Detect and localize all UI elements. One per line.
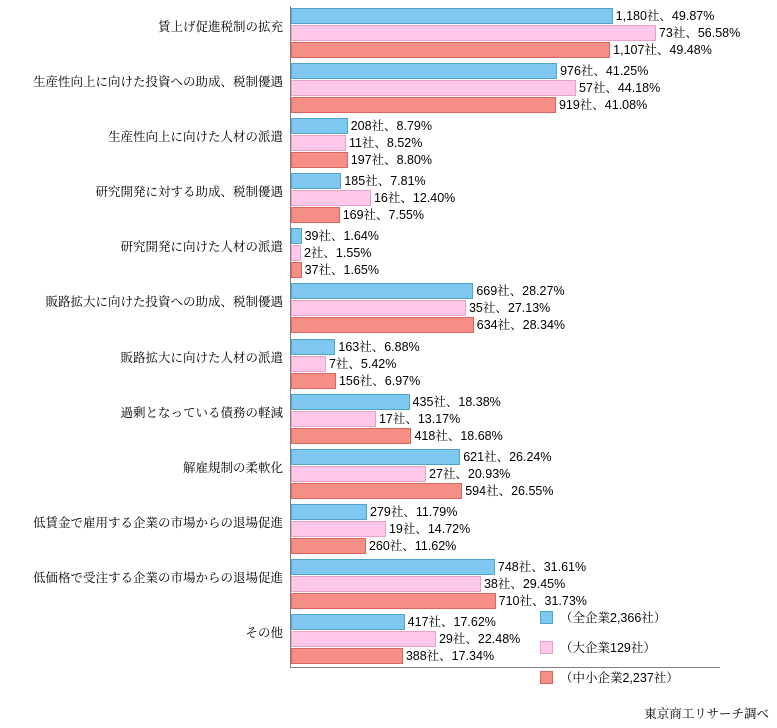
- bar-sme: [291, 483, 462, 499]
- category-group: [120, 394, 720, 445]
- bar-row: [291, 118, 720, 134]
- bar-value-label: 435社、18.38%: [412, 394, 501, 409]
- bar-all: [291, 283, 473, 299]
- bar-large: [291, 25, 656, 41]
- bar-row: [291, 245, 720, 261]
- category-label: 生産性向上に向けた投資への助成、税制優遇: [32, 74, 283, 89]
- bar-value-label: 35社、27.13%: [468, 301, 551, 316]
- bar-row: [291, 152, 720, 168]
- category-label: 販路拡大に向けた人材の派遣: [120, 350, 283, 365]
- bar-sme: [291, 262, 302, 278]
- bar-sme: [291, 207, 340, 223]
- bar-row: [291, 394, 720, 410]
- bar-row: [291, 135, 720, 151]
- plot-area: [32, 6, 741, 668]
- bar-value-label: 38社、29.45%: [483, 577, 566, 592]
- bar-value-label: 417社、17.62%: [407, 615, 496, 630]
- category-group: [95, 173, 720, 224]
- source-note: 東京商工リサーチ調べ: [644, 707, 769, 721]
- category-group: [107, 118, 720, 169]
- bar-value-label: 17社、13.17%: [378, 411, 461, 426]
- chart-legend: [540, 602, 679, 692]
- bar-all: [291, 504, 367, 520]
- category-label: 販路拡大に向けた投資への助成、税制優遇: [45, 295, 283, 310]
- category-label: 解雇規制の柔軟化: [182, 460, 283, 475]
- bar-value-label: 16社、12.40%: [373, 191, 456, 206]
- bar-value-label: 185社、7.81%: [344, 174, 426, 189]
- bar-sme: [291, 648, 403, 664]
- bar-value-label: 11社、8.52%: [348, 135, 423, 150]
- legend-swatch-sme-icon: [540, 671, 553, 684]
- bar-row: [291, 42, 720, 58]
- bar-row: [291, 538, 720, 554]
- bar-value-label: 19社、14.72%: [388, 522, 471, 537]
- bar-value-label: 1,180社、49.87%: [615, 8, 715, 23]
- legend-item-all: [540, 602, 679, 632]
- bar-row: [291, 300, 720, 316]
- bar-sme: [291, 373, 336, 389]
- legend-label-all: （全企業2,366社）: [560, 611, 667, 625]
- bar-value-label: 37社、1.65%: [304, 263, 379, 278]
- bar-large: [291, 300, 466, 316]
- bar-all: [291, 173, 341, 189]
- bar-row: [291, 373, 720, 389]
- bar-value-label: 27社、20.93%: [428, 466, 511, 481]
- bar-large: [291, 245, 301, 261]
- legend-item-large: [540, 632, 679, 662]
- bar-all: [291, 228, 302, 244]
- bar-value-label: 748社、31.61%: [497, 560, 587, 575]
- bar-all: [291, 394, 410, 410]
- category-group: [182, 449, 720, 500]
- bar-value-label: 976社、41.25%: [560, 63, 649, 78]
- bar-row: [291, 576, 720, 592]
- bar-sme: [291, 593, 496, 609]
- bar-value-label: 2社、1.55%: [303, 246, 372, 261]
- legend-item-sme: [540, 662, 679, 692]
- bar-row: [291, 449, 720, 465]
- category-label: 低賃金で雇用する企業の市場からの退場促進: [32, 516, 283, 531]
- bar-row: [291, 317, 720, 333]
- bar-sme: [291, 538, 366, 554]
- category-group: [120, 339, 720, 390]
- bar-value-label: 163社、6.88%: [338, 339, 420, 354]
- bar-value-label: 279社、11.79%: [370, 505, 458, 520]
- category-group: [157, 8, 741, 59]
- bar-row: [291, 80, 720, 96]
- bar-row: [291, 8, 720, 24]
- bar-row: [291, 283, 720, 299]
- bar-value-label: 208社、8.79%: [350, 118, 432, 133]
- bar-large: [291, 190, 371, 206]
- bar-large: [291, 576, 481, 592]
- bar-sme: [291, 97, 556, 113]
- bar-row: [291, 411, 720, 427]
- bar-value-label: 73社、56.58%: [658, 25, 741, 40]
- bar-row: [291, 483, 720, 499]
- bar-sme: [291, 42, 610, 58]
- category-group: [45, 283, 720, 334]
- bar-value-label: 197社、8.80%: [350, 152, 433, 167]
- bar-row: [291, 25, 741, 41]
- bar-value-label: 634社、28.34%: [476, 318, 566, 333]
- bar-value-label: 1,107社、49.48%: [613, 42, 712, 57]
- category-label: 生産性向上に向けた人材の派遣: [107, 129, 283, 144]
- bar-row: [291, 262, 720, 278]
- bar-value-label: 594社、26.55%: [465, 483, 554, 498]
- bar-large: [291, 521, 386, 537]
- category-label: 研究開発に向けた人材の派遣: [120, 240, 283, 255]
- bar-row: [291, 428, 720, 444]
- bar-value-label: 29社、22.48%: [438, 632, 521, 647]
- bar-sme: [291, 428, 411, 444]
- legend-swatch-all-icon: [540, 611, 553, 624]
- bar-large: [291, 80, 576, 96]
- bar-value-label: 669社、28.27%: [476, 284, 565, 299]
- legend-swatch-large-icon: [540, 641, 553, 654]
- bar-value-label: 260社、11.62%: [368, 539, 457, 554]
- bar-value-label: 169社、7.55%: [342, 208, 424, 223]
- category-label: 過剰となっている債務の軽減: [120, 405, 283, 420]
- category-label: 低価格で受注する企業の市場からの退場促進: [32, 571, 283, 586]
- bar-large: [291, 135, 346, 151]
- legend-label-sme: （中小企業2,237社）: [560, 671, 679, 685]
- bar-value-label: 418社、18.68%: [414, 428, 503, 443]
- bar-large: [291, 631, 436, 647]
- bar-row: [291, 356, 720, 372]
- bar-large: [291, 356, 326, 372]
- bar-row: [291, 97, 720, 113]
- bar-all: [291, 339, 335, 355]
- bar-row: [291, 339, 720, 355]
- bar-value-label: 7社、5.42%: [328, 356, 397, 371]
- bar-large: [291, 411, 376, 427]
- category-group: [32, 504, 720, 555]
- bar-row: [291, 173, 720, 189]
- bar-value-label: 710社、31.73%: [498, 594, 587, 609]
- bar-value-label: 57社、44.18%: [578, 80, 661, 95]
- bar-all: [291, 118, 348, 134]
- bar-all: [291, 559, 495, 575]
- bar-all: [291, 63, 557, 79]
- bar-row: [291, 466, 720, 482]
- bar-row: [291, 190, 720, 206]
- bar-value-label: 919社、41.08%: [558, 97, 648, 112]
- category-group: [32, 63, 720, 114]
- bar-row: [291, 63, 720, 79]
- legend-label-large: （大企業129社）: [560, 641, 656, 655]
- category-group: [120, 228, 720, 279]
- bar-row: [291, 228, 720, 244]
- category-label: 研究開発に対する助成、税制優遇: [95, 185, 283, 200]
- bar-value-label: 156社、6.97%: [338, 373, 421, 388]
- bar-all: [291, 449, 460, 465]
- category-label: 賃上げ促進税制の拡充: [157, 19, 283, 34]
- bar-all: [291, 8, 613, 24]
- bar-row: [291, 207, 720, 223]
- bar-row: [291, 504, 720, 520]
- bar-sme: [291, 317, 474, 333]
- bar-all: [291, 614, 405, 630]
- bar-row: [291, 559, 720, 575]
- bar-row: [291, 521, 720, 537]
- bar-value-label: 621社、26.24%: [463, 449, 552, 464]
- bar-large: [291, 466, 426, 482]
- category-label: その他: [245, 626, 283, 641]
- bar-sme: [291, 152, 348, 168]
- bar-value-label: 39社、1.64%: [304, 229, 379, 244]
- bar-value-label: 388社、17.34%: [405, 649, 495, 664]
